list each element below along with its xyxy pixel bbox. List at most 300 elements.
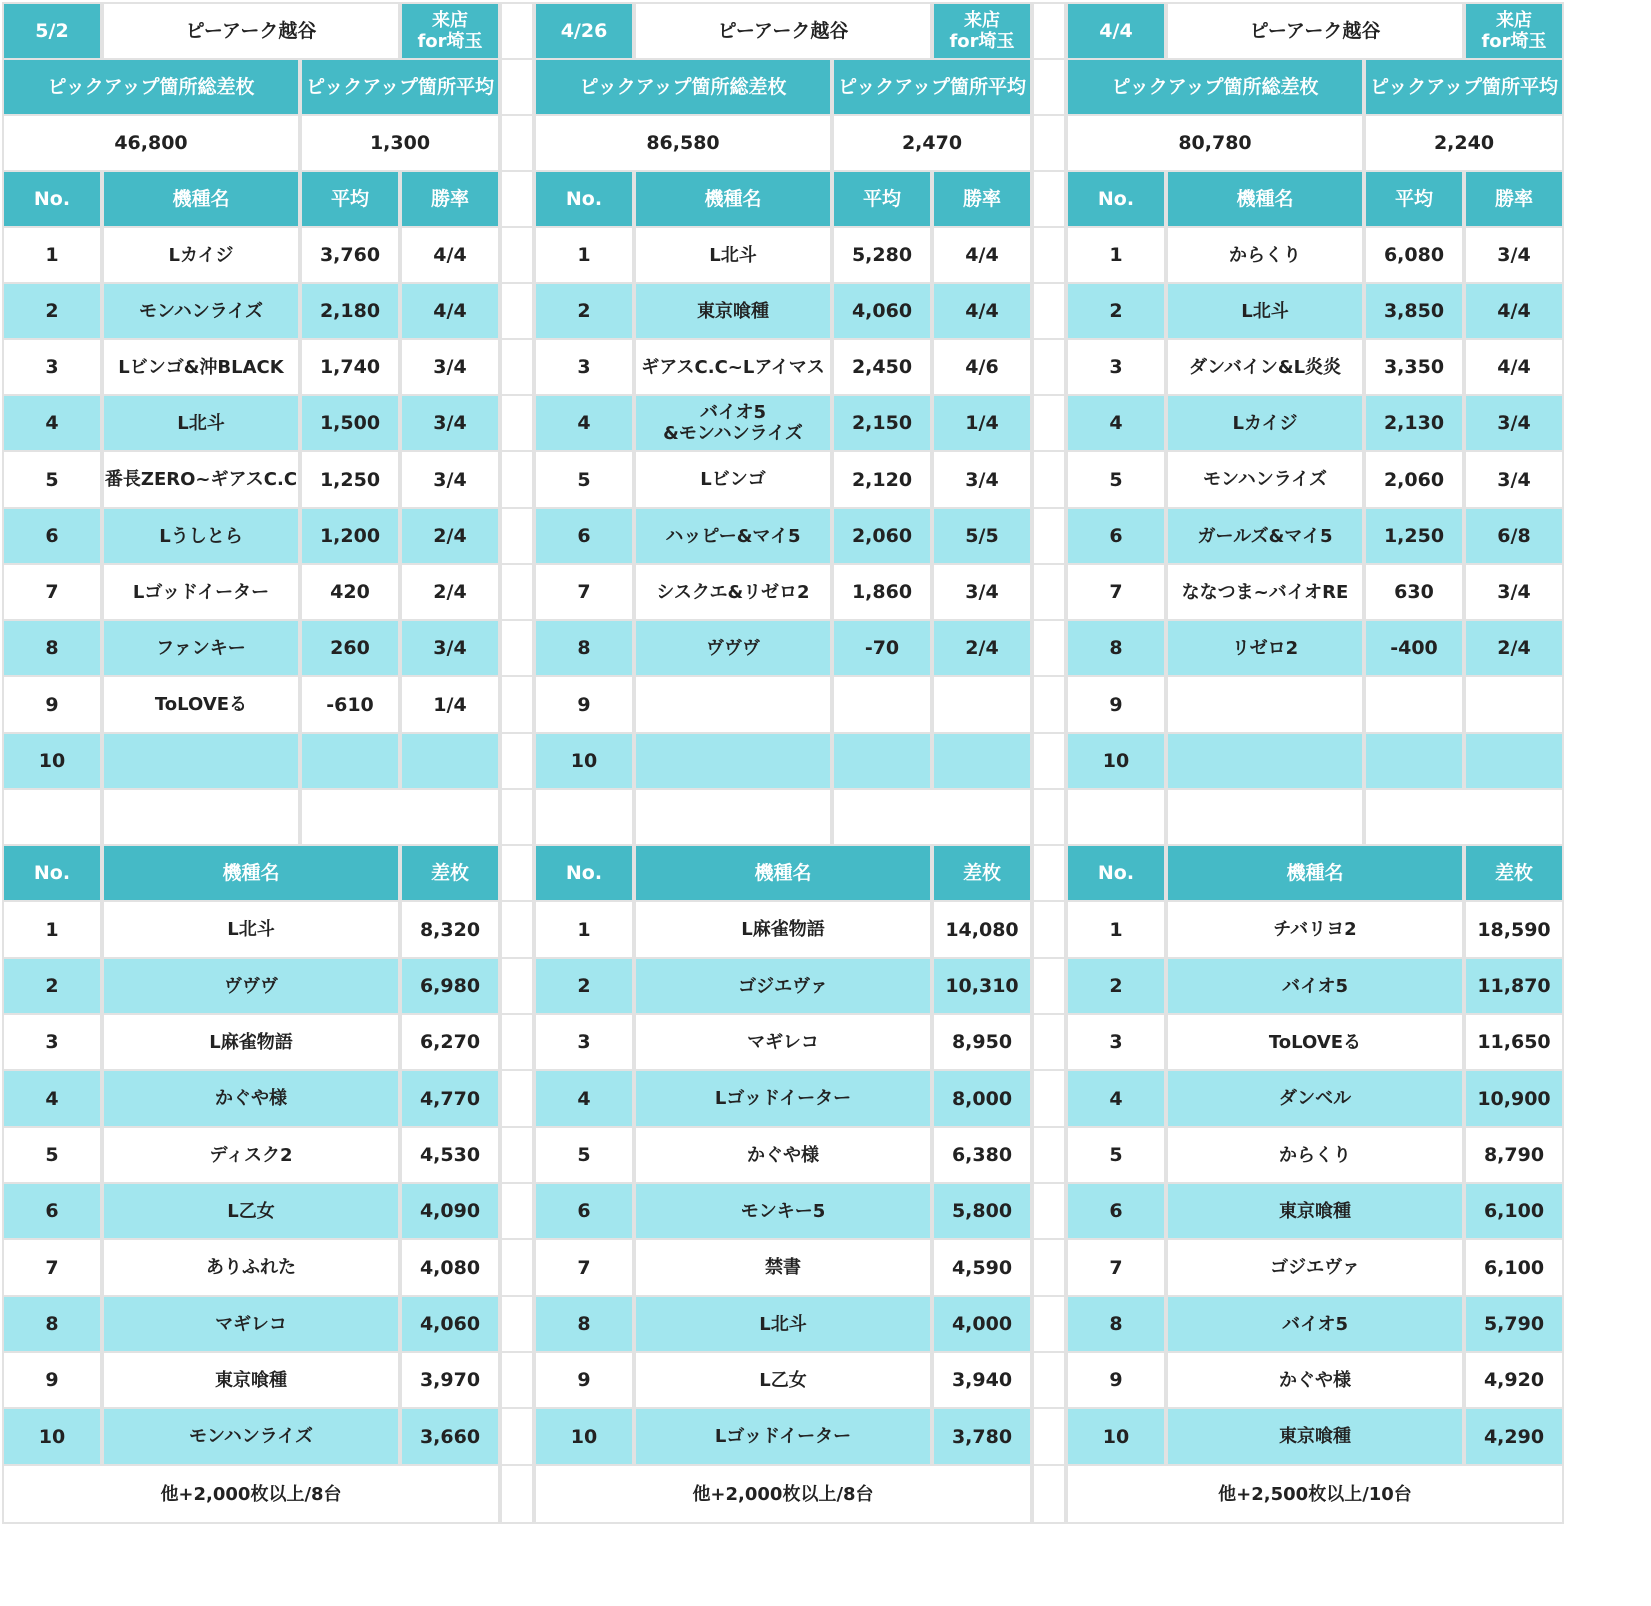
pickup-row-avg: 1,250 xyxy=(1364,507,1464,565)
pickup-row-name: ななつま~バイオRE xyxy=(1166,563,1364,621)
separator-cell xyxy=(1032,58,1066,116)
pickup-row-no: 2 xyxy=(1066,282,1166,340)
pickup-row-avg: 2,120 xyxy=(832,450,932,509)
separator-cell xyxy=(500,900,534,959)
ranking-row-no: 6 xyxy=(1066,1182,1166,1240)
pickup-row-no: 9 xyxy=(1066,675,1166,734)
ranking-row-name: からくり xyxy=(1166,1126,1464,1184)
ranking-row-name: ゴジエヴァ xyxy=(634,957,932,1015)
ranking-row-diff: 10,900 xyxy=(1464,1069,1564,1128)
pickup-row-win: 2/4 xyxy=(400,563,500,621)
date-cell: 4/4 xyxy=(1066,2,1166,60)
ranking-row-no: 9 xyxy=(534,1351,634,1409)
separator-cell xyxy=(500,170,534,228)
separator-cell xyxy=(1032,1407,1066,1466)
separator-cell xyxy=(1032,1351,1066,1409)
pickup-row-name: ガールズ&マイ5 xyxy=(1166,507,1364,565)
pickup-row-avg: 4,060 xyxy=(832,282,932,340)
ranking-row-name: ありふれた xyxy=(102,1238,400,1297)
ranking-row-diff: 4,530 xyxy=(400,1126,500,1184)
pickup-row-win: 3/4 xyxy=(1464,394,1564,452)
pickup-row-win: 3/4 xyxy=(1464,226,1564,284)
ranking-row-diff: 3,780 xyxy=(932,1407,1032,1466)
ranking-row-no: 1 xyxy=(2,900,102,959)
pickup-header-win: 勝率 xyxy=(932,170,1032,228)
separator-cell xyxy=(1032,1126,1066,1184)
pickup-row-name: L北斗 xyxy=(102,394,300,452)
pickup-row-win: 2/4 xyxy=(932,619,1032,677)
pickup-header-no: No. xyxy=(2,170,102,228)
average-label: ピックアップ箇所平均 xyxy=(300,58,500,116)
separator-cell xyxy=(500,675,534,734)
spacer-cell xyxy=(2,788,102,846)
ranking-row-name: チバリヨ2 xyxy=(1166,900,1464,959)
separator-cell xyxy=(1032,1238,1066,1297)
pickup-row-no: 8 xyxy=(1066,619,1166,677)
date-cell: 5/2 xyxy=(2,2,102,60)
pickup-row-win: 3/4 xyxy=(400,338,500,396)
ranking-row-no: 7 xyxy=(2,1238,102,1297)
total-diff-label: ピックアップ箇所総差枚 xyxy=(1066,58,1364,116)
pickup-row-win xyxy=(1464,732,1564,790)
pickup-row-win: 1/4 xyxy=(400,675,500,734)
ranking-row-name: ダンベル xyxy=(1166,1069,1464,1128)
average-value: 1,300 xyxy=(300,114,500,172)
pickup-row-avg: 5,280 xyxy=(832,226,932,284)
ranking-row-diff: 4,590 xyxy=(932,1238,1032,1297)
pickup-row-name xyxy=(102,732,300,790)
total-diff-value: 46,800 xyxy=(2,114,300,172)
ranking-row-no: 6 xyxy=(534,1182,634,1240)
separator-cell xyxy=(500,338,534,396)
pickup-row-no: 9 xyxy=(534,675,634,734)
pickup-row-no: 6 xyxy=(1066,507,1166,565)
pickup-row-avg: 2,180 xyxy=(300,282,400,340)
separator-cell xyxy=(500,394,534,452)
ranking-row-diff: 3,660 xyxy=(400,1407,500,1466)
ranking-row-diff: 10,310 xyxy=(932,957,1032,1015)
ranking-row-diff: 5,800 xyxy=(932,1182,1032,1240)
pickup-row-no: 7 xyxy=(534,563,634,621)
ranking-row-diff: 3,940 xyxy=(932,1351,1032,1409)
separator-cell xyxy=(1032,1182,1066,1240)
separator-cell xyxy=(500,2,534,60)
ranking-row-diff: 8,790 xyxy=(1464,1126,1564,1184)
spacer-cell xyxy=(300,788,500,846)
pickup-header-name: 機種名 xyxy=(1166,170,1364,228)
ranking-row-diff: 4,090 xyxy=(400,1182,500,1240)
ranking-row-no: 9 xyxy=(2,1351,102,1409)
ranking-row-diff: 11,870 xyxy=(1464,957,1564,1015)
pickup-row-name: Lうしとら xyxy=(102,507,300,565)
ranking-row-name: 東京喰種 xyxy=(102,1351,400,1409)
pickup-row-no: 8 xyxy=(2,619,102,677)
pickup-row-avg: 6,080 xyxy=(1364,226,1464,284)
pickup-row-no: 3 xyxy=(534,338,634,396)
pickup-row-win: 1/4 xyxy=(932,394,1032,452)
ranking-row-name: ヴヴヴ xyxy=(102,957,400,1015)
separator-cell xyxy=(1032,1069,1066,1128)
separator-cell xyxy=(1032,788,1066,846)
store-name: ピーアーク越谷 xyxy=(634,2,932,60)
ranking-row-no: 1 xyxy=(1066,900,1166,959)
pickup-row-name: 東京喰種 xyxy=(634,282,832,340)
pickup-row-no: 2 xyxy=(2,282,102,340)
ranking-header-name: 機種名 xyxy=(102,844,400,902)
pickup-row-no: 1 xyxy=(1066,226,1166,284)
ranking-row-no: 3 xyxy=(2,1013,102,1071)
separator-cell xyxy=(1032,1013,1066,1071)
separator-cell xyxy=(500,1295,534,1353)
separator-cell xyxy=(500,1182,534,1240)
separator-cell xyxy=(1032,619,1066,677)
pickup-row-no: 4 xyxy=(2,394,102,452)
pickup-row-win: 4/4 xyxy=(400,282,500,340)
ranking-row-name: ディスク2 xyxy=(102,1126,400,1184)
pickup-row-win xyxy=(400,732,500,790)
ranking-row-name: マギレコ xyxy=(634,1013,932,1071)
pickup-row-name: ギアスC.C~Lアイマス xyxy=(634,338,832,396)
pickup-row-win: 3/4 xyxy=(400,394,500,452)
ranking-row-name: L麻雀物語 xyxy=(634,900,932,959)
separator-cell xyxy=(1032,1464,1066,1524)
average-value: 2,240 xyxy=(1364,114,1564,172)
ranking-row-no: 2 xyxy=(2,957,102,1015)
separator-cell xyxy=(500,58,534,116)
pickup-row-name: ハッピー&マイ5 xyxy=(634,507,832,565)
separator-cell xyxy=(500,114,534,172)
pickup-row-avg: 630 xyxy=(1364,563,1464,621)
ranking-row-no: 2 xyxy=(534,957,634,1015)
pickup-row-name: シスクエ&リゼロ2 xyxy=(634,563,832,621)
pickup-header-name: 機種名 xyxy=(102,170,300,228)
ranking-row-name: L麻雀物語 xyxy=(102,1013,400,1071)
ranking-row-no: 3 xyxy=(1066,1013,1166,1071)
ranking-row-diff: 4,080 xyxy=(400,1238,500,1297)
ranking-row-no: 10 xyxy=(534,1407,634,1466)
ranking-row-diff: 3,970 xyxy=(400,1351,500,1409)
separator-cell xyxy=(500,450,534,509)
separator-cell xyxy=(1032,450,1066,509)
pickup-row-win: 4/6 xyxy=(932,338,1032,396)
ranking-row-no: 3 xyxy=(534,1013,634,1071)
event-label: 来店 for埼玉 xyxy=(400,2,500,60)
pickup-row-name: ダンバイン&L炎炎 xyxy=(1166,338,1364,396)
ranking-row-name: 禁書 xyxy=(634,1238,932,1297)
ranking-row-diff: 8,000 xyxy=(932,1069,1032,1128)
pickup-row-win: 4/4 xyxy=(932,282,1032,340)
pickup-row-no: 5 xyxy=(1066,450,1166,509)
pickup-row-no: 6 xyxy=(534,507,634,565)
pickup-row-avg: -70 xyxy=(832,619,932,677)
pickup-row-win: 4/4 xyxy=(1464,338,1564,396)
pickup-row-name: ファンキー xyxy=(102,619,300,677)
pickup-row-win xyxy=(932,732,1032,790)
ranking-row-name: Lゴッドイーター xyxy=(634,1407,932,1466)
ranking-row-name: 東京喰種 xyxy=(1166,1182,1464,1240)
pickup-row-win: 3/4 xyxy=(400,450,500,509)
ranking-row-diff: 6,270 xyxy=(400,1013,500,1071)
pickup-row-avg: -400 xyxy=(1364,619,1464,677)
ranking-header-diff: 差枚 xyxy=(400,844,500,902)
ranking-row-name: ToLOVEる xyxy=(1166,1013,1464,1071)
pickup-row-avg xyxy=(832,675,932,734)
ranking-row-name: 東京喰種 xyxy=(1166,1407,1464,1466)
pickup-row-win: 6/8 xyxy=(1464,507,1564,565)
pickup-header-avg: 平均 xyxy=(832,170,932,228)
separator-cell xyxy=(500,226,534,284)
pickup-row-no: 3 xyxy=(2,338,102,396)
separator-cell xyxy=(1032,2,1066,60)
pickup-row-avg: 2,130 xyxy=(1364,394,1464,452)
pickup-row-name: バイオ5 &モンハンライズ xyxy=(634,394,832,452)
pickup-row-win: 4/4 xyxy=(1464,282,1564,340)
ranking-row-name: かぐや様 xyxy=(634,1126,932,1184)
total-diff-value: 86,580 xyxy=(534,114,832,172)
pickup-row-avg: 3,760 xyxy=(300,226,400,284)
event-label: 来店 for埼玉 xyxy=(1464,2,1564,60)
ranking-row-diff: 4,290 xyxy=(1464,1407,1564,1466)
pickup-row-name: Lビンゴ&沖BLACK xyxy=(102,338,300,396)
pickup-row-no: 6 xyxy=(2,507,102,565)
pickup-header-no: No. xyxy=(534,170,634,228)
ranking-row-diff: 8,320 xyxy=(400,900,500,959)
store-name: ピーアーク越谷 xyxy=(102,2,400,60)
separator-cell xyxy=(500,1351,534,1409)
pickup-row-no: 10 xyxy=(2,732,102,790)
ranking-row-name: L乙女 xyxy=(634,1351,932,1409)
separator-cell xyxy=(500,1238,534,1297)
pickup-row-no: 2 xyxy=(534,282,634,340)
ranking-row-diff: 6,980 xyxy=(400,957,500,1015)
ranking-row-name: L乙女 xyxy=(102,1182,400,1240)
ranking-row-name: L北斗 xyxy=(102,900,400,959)
spacer-cell xyxy=(1066,788,1166,846)
ranking-row-diff: 18,590 xyxy=(1464,900,1564,959)
total-diff-label: ピックアップ箇所総差枚 xyxy=(534,58,832,116)
pickup-row-avg: 1,740 xyxy=(300,338,400,396)
pickup-row-no: 7 xyxy=(1066,563,1166,621)
ranking-row-diff: 5,790 xyxy=(1464,1295,1564,1353)
ranking-row-name: かぐや様 xyxy=(102,1069,400,1128)
ranking-row-no: 1 xyxy=(534,900,634,959)
separator-cell xyxy=(1032,732,1066,790)
pickup-row-name: L北斗 xyxy=(634,226,832,284)
pickup-row-name xyxy=(1166,732,1364,790)
pickup-row-avg: 1,200 xyxy=(300,507,400,565)
average-value: 2,470 xyxy=(832,114,1032,172)
ranking-header-no: No. xyxy=(1066,844,1166,902)
ranking-row-no: 10 xyxy=(1066,1407,1166,1466)
pickup-row-name: 番長ZERO~ギアスC.C xyxy=(102,450,300,509)
pickup-row-win: 3/4 xyxy=(1464,450,1564,509)
ranking-row-no: 10 xyxy=(2,1407,102,1466)
pickup-row-no: 1 xyxy=(2,226,102,284)
pickup-row-avg: 2,150 xyxy=(832,394,932,452)
pickup-row-name: モンハンライズ xyxy=(1166,450,1364,509)
pickup-row-avg: 2,060 xyxy=(1364,450,1464,509)
pickup-header-win: 勝率 xyxy=(1464,170,1564,228)
pickup-row-avg: 1,500 xyxy=(300,394,400,452)
pickup-row-no: 9 xyxy=(2,675,102,734)
pickup-row-win: 2/4 xyxy=(1464,619,1564,677)
pickup-row-avg: 420 xyxy=(300,563,400,621)
average-label: ピックアップ箇所平均 xyxy=(832,58,1032,116)
separator-cell xyxy=(500,1126,534,1184)
ranking-row-diff: 6,100 xyxy=(1464,1238,1564,1297)
separator-cell xyxy=(500,957,534,1015)
separator-cell xyxy=(500,563,534,621)
ranking-row-no: 2 xyxy=(1066,957,1166,1015)
pickup-row-name xyxy=(634,675,832,734)
footer-note: 他+2,000枚以上/8台 xyxy=(534,1464,1032,1524)
pickup-row-avg xyxy=(1364,732,1464,790)
pickup-row-win: 4/4 xyxy=(400,226,500,284)
ranking-header-name: 機種名 xyxy=(1166,844,1464,902)
pickup-row-name: ヴヴヴ xyxy=(634,619,832,677)
separator-cell xyxy=(500,732,534,790)
pickup-row-name: Lゴッドイーター xyxy=(102,563,300,621)
separator-cell xyxy=(500,844,534,902)
pickup-row-no: 7 xyxy=(2,563,102,621)
ranking-row-diff: 6,380 xyxy=(932,1126,1032,1184)
ranking-row-no: 4 xyxy=(1066,1069,1166,1128)
separator-cell xyxy=(1032,170,1066,228)
pickup-row-no: 8 xyxy=(534,619,634,677)
ranking-row-no: 4 xyxy=(2,1069,102,1128)
pickup-row-avg xyxy=(300,732,400,790)
pickup-row-name: Lカイジ xyxy=(1166,394,1364,452)
pickup-row-no: 4 xyxy=(534,394,634,452)
separator-cell xyxy=(500,1464,534,1524)
store-name: ピーアーク越谷 xyxy=(1166,2,1464,60)
separator-cell xyxy=(500,1069,534,1128)
separator-cell xyxy=(500,1407,534,1466)
pickup-row-win xyxy=(1464,675,1564,734)
ranking-row-no: 8 xyxy=(2,1295,102,1353)
pickup-row-no: 5 xyxy=(2,450,102,509)
pickup-row-avg: 3,350 xyxy=(1364,338,1464,396)
pickup-row-avg: -610 xyxy=(300,675,400,734)
separator-cell xyxy=(1032,338,1066,396)
pickup-row-name: からくり xyxy=(1166,226,1364,284)
pickup-row-name xyxy=(1166,675,1364,734)
ranking-row-name: モンハンライズ xyxy=(102,1407,400,1466)
pickup-row-avg: 2,450 xyxy=(832,338,932,396)
pickup-row-avg xyxy=(1364,675,1464,734)
ranking-row-name: マギレコ xyxy=(102,1295,400,1353)
footer-note: 他+2,000枚以上/8台 xyxy=(2,1464,500,1524)
pickup-row-name xyxy=(634,732,832,790)
spacer-cell xyxy=(634,788,832,846)
ranking-header-name: 機種名 xyxy=(634,844,932,902)
pickup-header-win: 勝率 xyxy=(400,170,500,228)
ranking-header-diff: 差枚 xyxy=(1464,844,1564,902)
ranking-header-diff: 差枚 xyxy=(932,844,1032,902)
ranking-row-diff: 4,000 xyxy=(932,1295,1032,1353)
separator-cell xyxy=(1032,282,1066,340)
separator-cell xyxy=(1032,844,1066,902)
pickup-row-win: 4/4 xyxy=(932,226,1032,284)
ranking-row-name: ゴジエヴァ xyxy=(1166,1238,1464,1297)
ranking-row-diff: 6,100 xyxy=(1464,1182,1564,1240)
ranking-row-name: L北斗 xyxy=(634,1295,932,1353)
pickup-row-no: 3 xyxy=(1066,338,1166,396)
ranking-row-diff: 4,920 xyxy=(1464,1351,1564,1409)
ranking-row-no: 9 xyxy=(1066,1351,1166,1409)
separator-cell xyxy=(1032,563,1066,621)
spacer-cell xyxy=(832,788,1032,846)
pickup-row-no: 4 xyxy=(1066,394,1166,452)
separator-cell xyxy=(500,507,534,565)
pickup-row-no: 5 xyxy=(534,450,634,509)
pickup-row-win xyxy=(932,675,1032,734)
ranking-row-no: 6 xyxy=(2,1182,102,1240)
ranking-row-no: 4 xyxy=(534,1069,634,1128)
ranking-header-no: No. xyxy=(534,844,634,902)
pickup-header-avg: 平均 xyxy=(1364,170,1464,228)
ranking-row-diff: 11,650 xyxy=(1464,1013,1564,1071)
spacer-cell xyxy=(1166,788,1364,846)
ranking-row-name: バイオ5 xyxy=(1166,1295,1464,1353)
pickup-row-win: 3/4 xyxy=(932,563,1032,621)
total-diff-label: ピックアップ箇所総差枚 xyxy=(2,58,300,116)
pickup-row-avg: 1,860 xyxy=(832,563,932,621)
ranking-row-diff: 8,950 xyxy=(932,1013,1032,1071)
ranking-row-name: Lゴッドイーター xyxy=(634,1069,932,1128)
pickup-row-name: ToLOVEる xyxy=(102,675,300,734)
pickup-row-no: 10 xyxy=(534,732,634,790)
ranking-header-no: No. xyxy=(2,844,102,902)
average-label: ピックアップ箇所平均 xyxy=(1364,58,1564,116)
pickup-row-win: 3/4 xyxy=(400,619,500,677)
pickup-header-name: 機種名 xyxy=(634,170,832,228)
separator-cell xyxy=(1032,675,1066,734)
separator-cell xyxy=(1032,900,1066,959)
separator-cell xyxy=(1032,957,1066,1015)
separator-cell xyxy=(500,282,534,340)
spacer-cell xyxy=(1364,788,1564,846)
footer-note: 他+2,500枚以上/10台 xyxy=(1066,1464,1564,1524)
pickup-row-avg: 2,060 xyxy=(832,507,932,565)
ranking-row-no: 7 xyxy=(534,1238,634,1297)
pickup-row-name: リゼロ2 xyxy=(1166,619,1364,677)
pickup-row-avg: 3,850 xyxy=(1364,282,1464,340)
pickup-row-win: 3/4 xyxy=(1464,563,1564,621)
pickup-row-avg: 260 xyxy=(300,619,400,677)
pickup-row-win: 3/4 xyxy=(932,450,1032,509)
separator-cell xyxy=(1032,1295,1066,1353)
separator-cell xyxy=(1032,114,1066,172)
pickup-row-win: 5/5 xyxy=(932,507,1032,565)
ranking-row-name: バイオ5 xyxy=(1166,957,1464,1015)
separator-cell xyxy=(1032,394,1066,452)
pickup-row-win: 2/4 xyxy=(400,507,500,565)
ranking-row-no: 5 xyxy=(2,1126,102,1184)
ranking-row-no: 5 xyxy=(534,1126,634,1184)
pickup-row-name: Lカイジ xyxy=(102,226,300,284)
ranking-row-no: 8 xyxy=(534,1295,634,1353)
pickup-header-avg: 平均 xyxy=(300,170,400,228)
separator-cell xyxy=(500,1013,534,1071)
pickup-row-no: 1 xyxy=(534,226,634,284)
pickup-row-avg xyxy=(832,732,932,790)
ranking-row-no: 7 xyxy=(1066,1238,1166,1297)
spacer-cell xyxy=(534,788,634,846)
pickup-row-name: Lビンゴ xyxy=(634,450,832,509)
date-cell: 4/26 xyxy=(534,2,634,60)
ranking-row-no: 8 xyxy=(1066,1295,1166,1353)
